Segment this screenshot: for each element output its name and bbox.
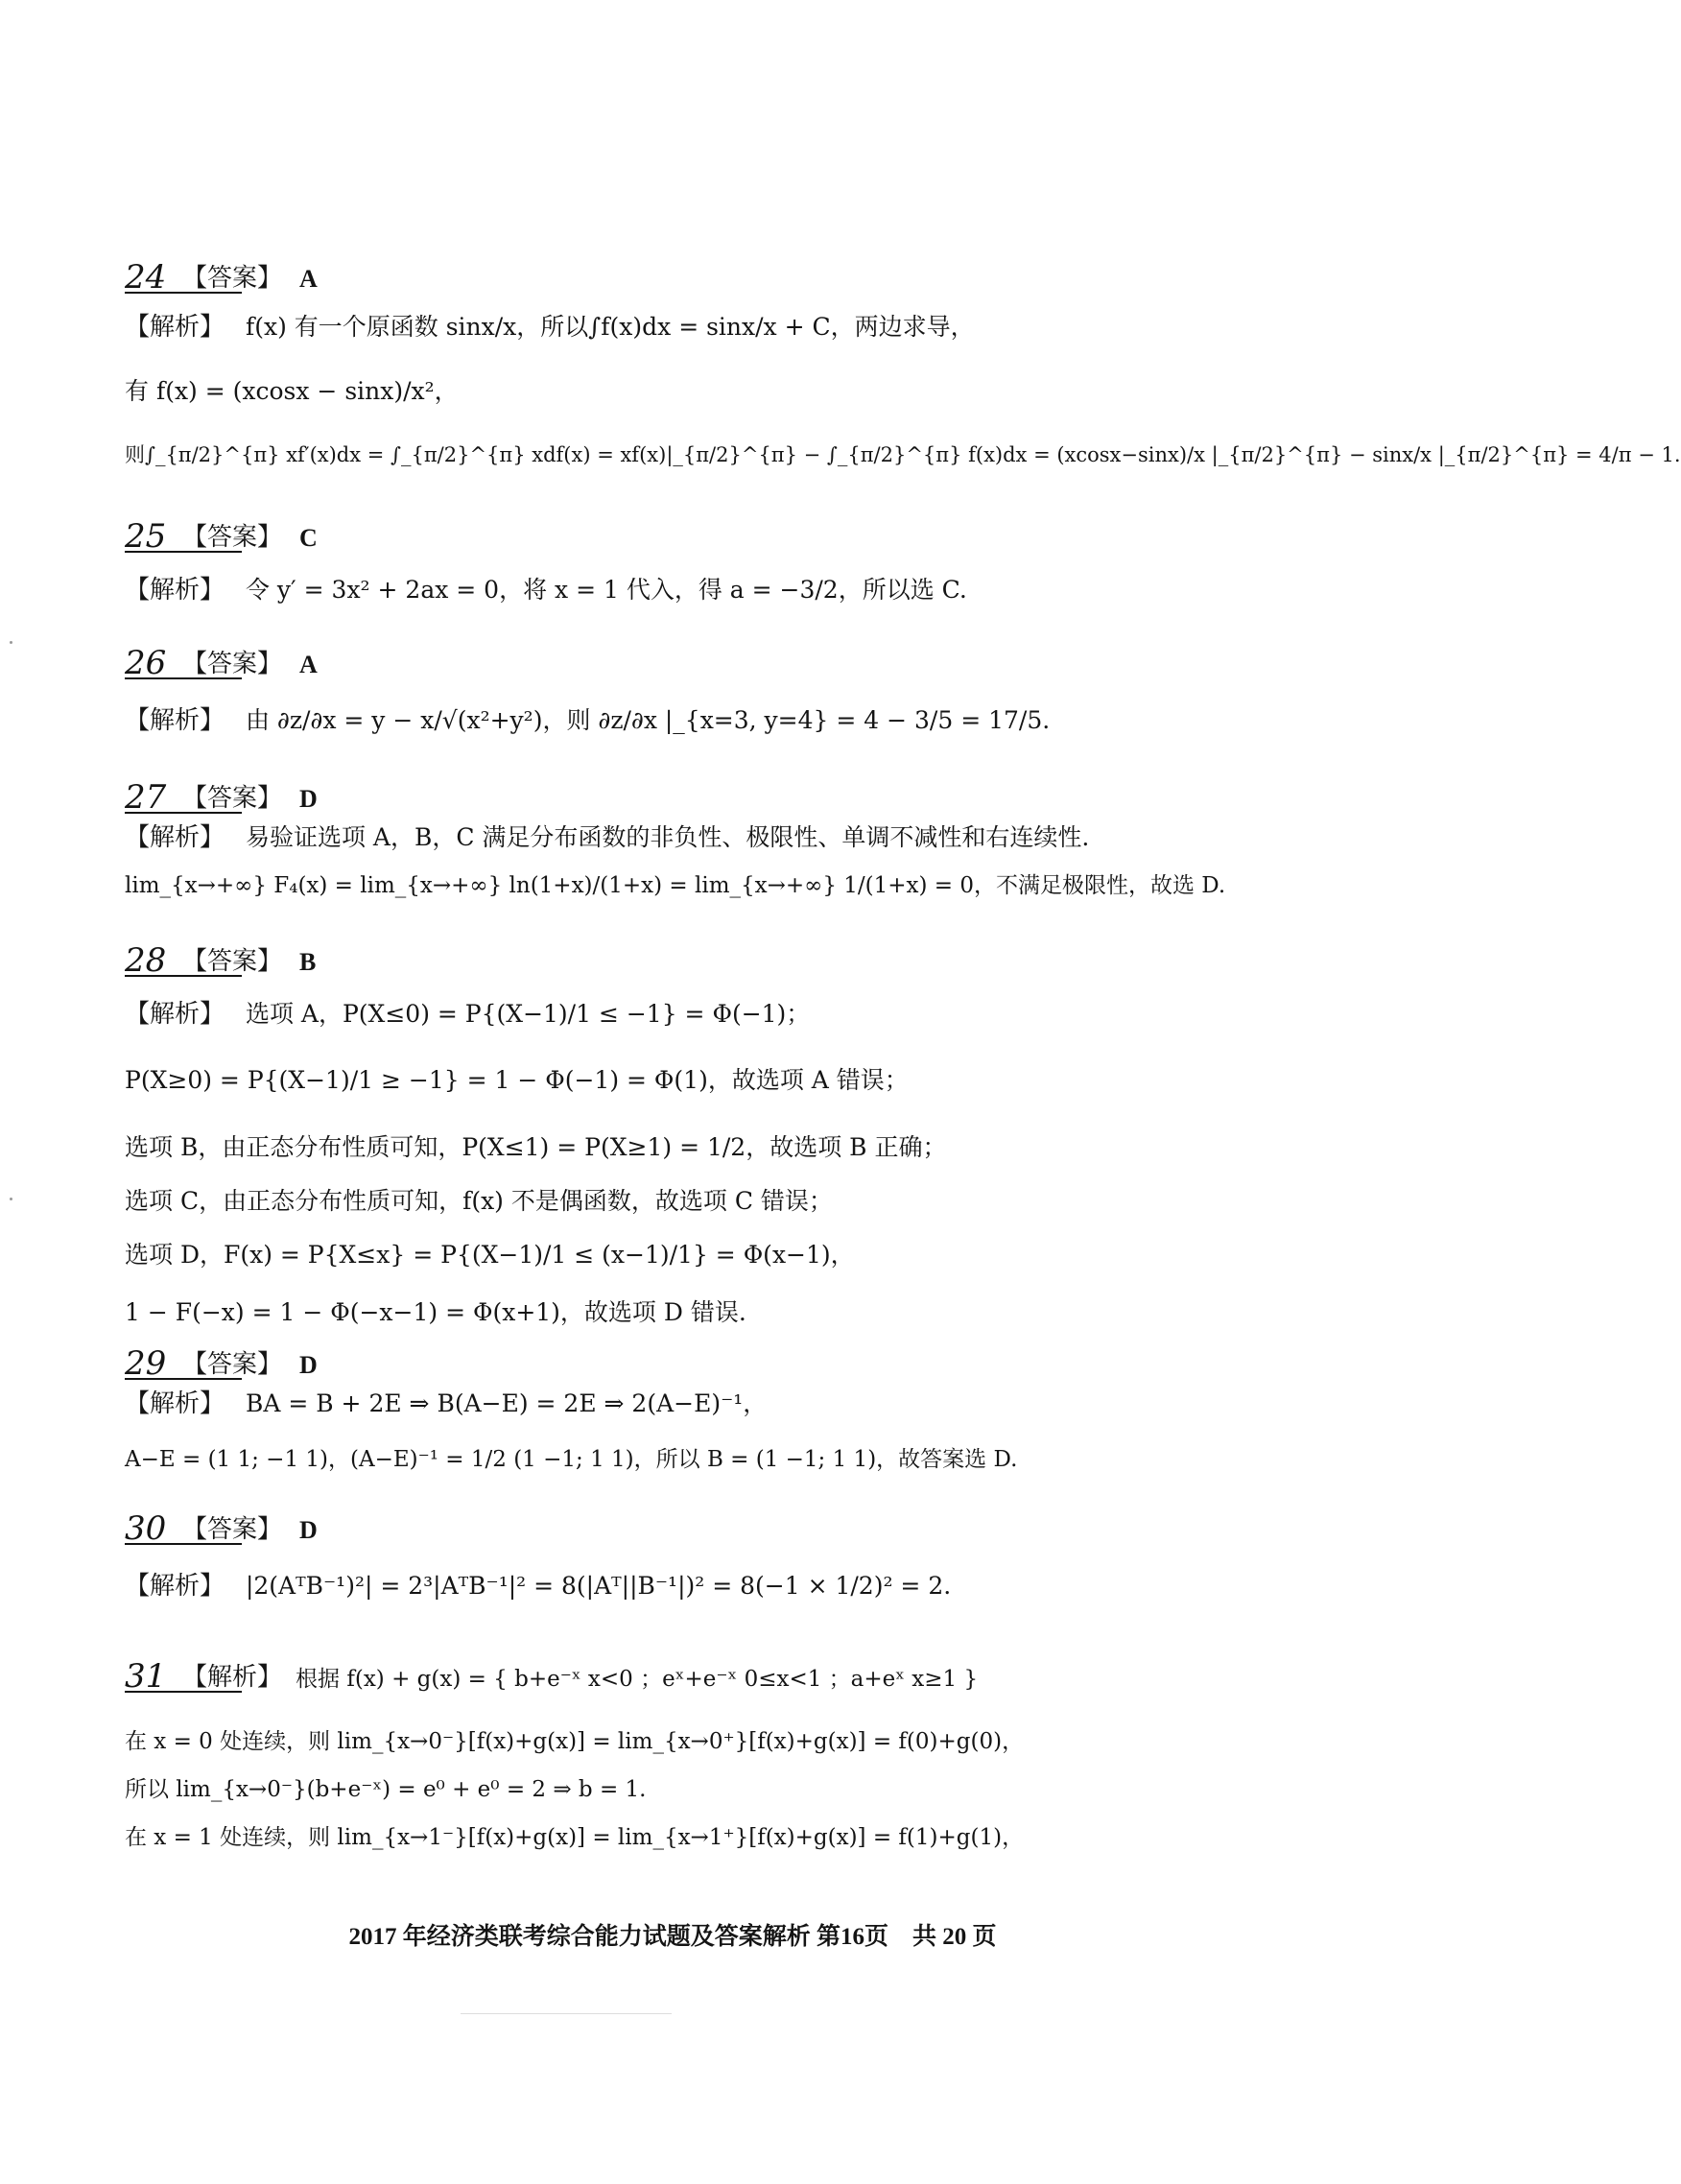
question-30: [125, 1499, 1228, 1600]
question-number: 26: [125, 644, 167, 682]
analysis-text: 在 x = 1 处连续，则 lim_{x→1⁻}[f(x)+g(x)] = lim_{x→1⁺}[f(x)+g(x)] = f(1)+g(1)，: [125, 1825, 1025, 1850]
analysis-line: [125, 1566, 951, 1602]
answer-value: B: [299, 948, 317, 976]
analysis-text: 选项 A，P(X≤0) = P{(X−1)/1 ≤ −1} = Φ(−1)；: [245, 1000, 811, 1028]
number-underline: [125, 975, 242, 977]
analysis-tag: 【解析】: [125, 706, 225, 734]
question-25: [125, 507, 1228, 604]
scan-line: [461, 2013, 672, 2014]
question-header: [125, 768, 1228, 817]
analysis-text: 所以 lim_{x→0⁻}(b+e⁻ˣ) = e⁰ + e⁰ = 2 ⇒ b = 1.: [125, 1777, 647, 1802]
answer-tag: 【答案】: [182, 523, 283, 551]
question-31: [125, 1647, 1228, 1850]
question-header: [125, 931, 1228, 980]
answer-value: A: [299, 265, 318, 293]
question-24: [125, 248, 1681, 466]
question-number: 28: [125, 941, 167, 980]
answer-tag: 【答案】: [182, 650, 283, 677]
answer-tag: 【答案】: [182, 947, 283, 975]
scan-speck: [10, 641, 12, 644]
analysis-tag: 【解析】: [125, 576, 225, 604]
question-header: [125, 1499, 1228, 1548]
analysis-text: 选项 D，F(x) = P{X≤x} = P{(X−1)/1 ≤ (x−1)/1} = Φ(x−1)，: [125, 1241, 855, 1269]
question-29: [125, 1334, 1228, 1472]
answer-tag: 【答案】: [182, 1350, 283, 1378]
analysis-text: 选项 B，由正态分布性质可知，P(X≤1) = P(X≥1) = 1/2，故选项 B 正确；: [125, 1133, 947, 1161]
analysis-text: 在 x = 0 处连续，则 lim_{x→0⁻}[f(x)+g(x)] = lim_{x→0⁺}[f(x)+g(x)] = f(0)+g(0)，: [125, 1729, 1025, 1754]
analysis-text: 选项 C，由正态分布性质可知，f(x) 不是偶函数，故选项 C 错误；: [125, 1187, 833, 1215]
analysis-text: lim_{x→+∞} F₄(x) = lim_{x→+∞} ln(1+x)/(1+x) = lim_{x→+∞} 1/(1+x) = 0，不满足极限性，故选 D.: [125, 873, 1226, 898]
answer-value: D: [299, 785, 318, 813]
analysis-line: [125, 994, 810, 1030]
answer-value: D: [299, 1351, 318, 1379]
analysis-tag: 【解析】: [125, 313, 225, 341]
question-number: 29: [125, 1344, 167, 1383]
question-number: 27: [125, 778, 167, 817]
number-underline: [125, 1691, 242, 1693]
analysis-tag: 【解析】: [182, 1663, 283, 1691]
answer-value: C: [299, 524, 318, 552]
analysis-line: [125, 700, 1050, 736]
question-header: [125, 633, 1228, 682]
answer-value: D: [299, 1516, 318, 1544]
page-footer: 2017 年经济类联考综合能力试题及答案解析 第16页 共 20 页: [348, 1924, 997, 1950]
analysis-line: [125, 818, 1089, 853]
question-28: [125, 931, 1228, 1326]
number-underline: [125, 1543, 242, 1545]
question-number: 25: [125, 517, 167, 556]
analysis-line: [125, 307, 975, 343]
analysis-text: A−E = (1 1; −1 1)，(A−E)⁻¹ = 1/2 (1 −1; 1 1)，所以 B = (1 −1; 1 1)，故答案选 D.: [125, 1447, 1018, 1472]
scan-speck: [10, 1198, 12, 1200]
analysis-tag: 【解析】: [125, 823, 225, 851]
question-number: 24: [125, 258, 167, 297]
analysis-text: 由 ∂z/∂x = y − x/√(x²+y²)，则 ∂z/∂x |_{x=3, y=4} = 4 − 3/5 = 17/5.: [245, 706, 1051, 734]
analysis-text: 有 f(x) = (xcosx − sinx)/x²，: [125, 377, 459, 405]
analysis-text: 易验证选项 A，B，C 满足分布函数的非负性、极限性、单调不减性和右连续性.: [245, 823, 1090, 851]
number-underline: [125, 292, 242, 294]
question-number: 30: [125, 1509, 167, 1548]
analysis-text: BA = B + 2E ⇒ B(A−E) = 2E ⇒ 2(A−E)⁻¹，: [245, 1389, 768, 1417]
number-underline: [125, 1378, 242, 1380]
analysis-line: [125, 1384, 767, 1419]
analysis-line: [125, 570, 967, 605]
analysis-text: |2(AᵀB⁻¹)²| = 2³|AᵀB⁻¹|² = 8(|Aᵀ||B⁻¹|)² = 8(−1 × 1/2)² = 2.: [245, 1572, 952, 1600]
question-27: [125, 768, 1228, 898]
answer-tag: 【答案】: [182, 264, 283, 292]
question-header: [125, 1334, 1228, 1383]
analysis-text: P(X≥0) = P{(X−1)/1 ≥ −1} = 1 − Φ(−1) = Φ(1)，故选项 A 错误；: [125, 1066, 909, 1094]
question-26: [125, 633, 1228, 734]
question-header: [125, 507, 1228, 556]
question-number: 31: [125, 1657, 167, 1696]
number-underline: [125, 551, 242, 553]
analysis-text: 则∫_{π/2}^{π} xf′(x)dx = ∫_{π/2}^{π} xdf(x) = xf(x)|_{π/2}^{π} − ∫_{π/2}^{π} f(x)dx = (xcosx−sinx)/x |_{π/2}^{π} − sinx/x |_{π/2}^{π} = 4/π − 1.: [125, 443, 1681, 466]
analysis-text: 1 − F(−x) = 1 − Φ(−x−1) = Φ(x+1)，故选项 D 错误.: [125, 1298, 746, 1326]
question-header: [125, 248, 1228, 297]
analysis-text: f(x) 有一个原函数 sinx/x，所以∫f(x)dx = sinx/x + C，两边求导，: [245, 313, 975, 341]
answer-tag: 【答案】: [182, 1515, 283, 1543]
number-underline: [125, 812, 242, 814]
question-header: [125, 1647, 1228, 1696]
analysis-tag: 【解析】: [125, 1000, 225, 1028]
number-underline: [125, 677, 242, 679]
analysis-tag: 【解析】: [125, 1389, 225, 1417]
answer-tag: 【答案】: [182, 784, 283, 812]
answer-value: A: [299, 651, 318, 678]
analysis-text: 令 y′ = 3x² + 2ax = 0，将 x = 1 代入，得 a = −3/2，所以选 C.: [245, 576, 967, 604]
analysis-tag: 【解析】: [125, 1572, 225, 1600]
analysis-text: 根据 f(x) + g(x) = { b+e⁻ˣ x<0 ；eˣ+e⁻ˣ 0≤x<1 ；a+eˣ x≥1 }: [296, 1667, 979, 1692]
